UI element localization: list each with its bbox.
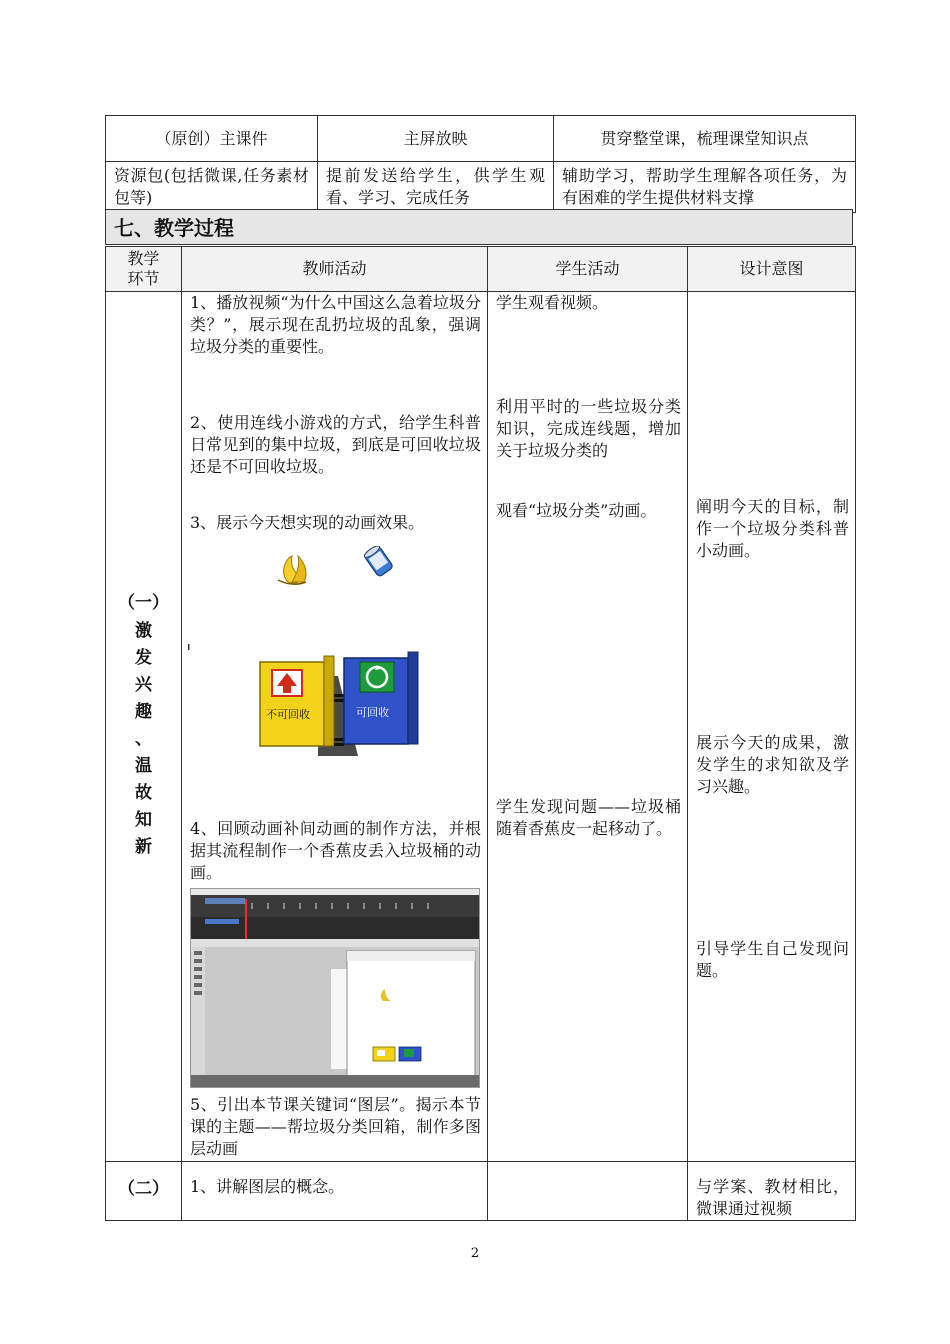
banana-bin-animation — [188, 546, 484, 766]
header-teacher: 教师活动 — [182, 247, 488, 292]
design-intent-1: 阐明今天的目标，制作一个垃圾分类科普小动画。 — [696, 497, 849, 560]
resource-row — [106, 162, 856, 213]
stage1-design-cell — [688, 292, 856, 1162]
process-table — [105, 246, 856, 1221]
stage1-title-char: 兴 — [135, 675, 152, 695]
banana-peel-icon — [278, 556, 306, 584]
bin-label-recyclable: 可回收 — [356, 706, 389, 719]
header-stage — [106, 247, 182, 292]
stage2-row — [106, 1162, 856, 1221]
resource-purpose: 辅助学习，帮助学生理解各项任务，为有困难的学生提供材料支撑 — [554, 162, 856, 213]
stage1-title — [134, 618, 154, 861]
resource-name: 资源包(包括微课,任务素材包等) — [106, 162, 318, 213]
resources-table — [105, 115, 856, 213]
stage2-student — [488, 1162, 688, 1221]
page-number: 2 — [470, 1246, 480, 1261]
stage1-row — [106, 292, 856, 1162]
stage1-title-char: 故 — [135, 783, 152, 803]
recyclable-bin — [344, 652, 418, 744]
student-step-1: 学生观看视频。 — [496, 293, 609, 312]
stage1-number: （一） — [118, 593, 169, 613]
teacher-step-2: 2、使用连线小游戏的方式，给学生科普日常见到的集中垃圾，到底是可回收垃圾还是不可回收垃圾。 — [190, 413, 481, 476]
header-design: 设计意图 — [688, 247, 856, 292]
software-screenshot — [190, 888, 480, 1088]
header-student: 学生活动 — [488, 247, 688, 292]
header-stage-text: 教学环节 — [127, 249, 160, 288]
student-step-3: 观看“垃圾分类”动画。 — [496, 501, 657, 520]
bin-label-non-recyclable: 不可回收 — [266, 708, 310, 721]
stage2-label: （二） — [106, 1162, 182, 1221]
stage2-design: 与学案、教材相比，微课通过视频 — [688, 1162, 856, 1221]
stage2-teacher: 1、讲解图层的概念。 — [182, 1162, 488, 1221]
resource-usage: 提前发送给学生，供学生观看、学习、完成任务 — [318, 162, 554, 213]
stage1-title-char: 、 — [135, 729, 152, 749]
resource-purpose: 贯穿整堂课，梳理课堂知识点 — [554, 116, 856, 162]
header-row — [106, 247, 856, 292]
student-step-2: 利用平时的一些垃圾分类知识，完成连线题，增加关于垃圾分类的 — [496, 397, 681, 460]
teacher-step-4: 4、回顾动画补间动画的制作方法，并根据其流程制作一个香蕉皮丢入垃圾桶的动画。 — [190, 819, 481, 882]
stage1-title-char: 趣 — [135, 702, 152, 722]
stage1-label-cell — [106, 292, 182, 1162]
section-title: 七、教学过程 — [105, 209, 853, 245]
flash-editor-screenshot — [191, 889, 479, 1087]
resource-row — [106, 116, 856, 162]
teacher-step-1: 1、播放视频“为什么中国这么急着垃圾分类？”，展示现在乱扔垃圾的乱象，强调垃圾分类的重要性。 — [190, 293, 481, 356]
stage1-title-char: 温 — [135, 756, 152, 776]
teacher-step-5: 5、引出本节课关键词“图层”。揭示本节课的主题——帮垃圾分类回箱，制作多图层动画 — [190, 1095, 481, 1158]
design-intent-2: 展示今天的成果，激发学生的求知欲及学习兴趣。 — [696, 733, 849, 796]
stage1-title-char: 新 — [135, 837, 152, 857]
stage1-student-cell — [488, 292, 688, 1162]
resource-usage: 主屏放映 — [318, 116, 554, 162]
stage1-title-char: 知 — [135, 810, 152, 830]
design-intent-3: 引导学生自己发现问题。 — [696, 939, 849, 980]
animation-illustration — [188, 546, 484, 766]
stage1-teacher-cell — [182, 292, 488, 1162]
can-icon — [363, 546, 394, 577]
stage1-title-char: 激 — [135, 621, 152, 641]
frame-mark-icon — [188, 644, 190, 650]
stage1-title-char: 发 — [135, 648, 152, 668]
resource-name: （原创）主课件 — [106, 116, 318, 162]
non-recyclable-bin — [260, 656, 334, 746]
student-step-4: 学生发现问题——垃圾桶随着香蕉皮一起移动了。 — [496, 797, 681, 838]
teacher-step-3: 3、展示今天想实现的动画效果。 — [190, 513, 425, 532]
